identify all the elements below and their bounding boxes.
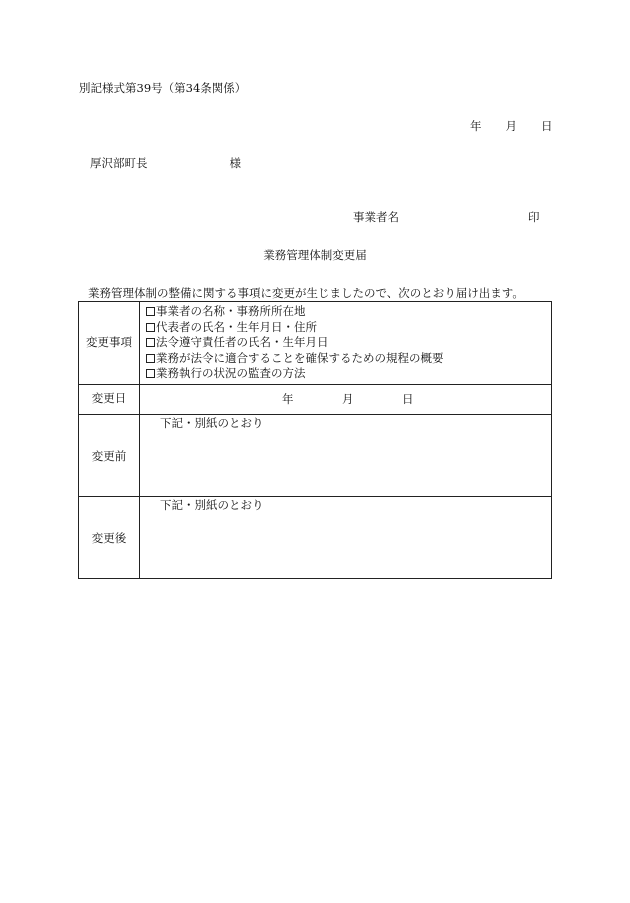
change-item: 業務が法令に適合することを確保するための規程の概要 xyxy=(146,351,545,367)
change-table xyxy=(78,301,552,579)
submission-date xyxy=(470,119,553,133)
date-day: 日 xyxy=(541,119,553,133)
seal-mark: 印 xyxy=(528,210,540,224)
after-label-cell xyxy=(79,496,140,578)
checkbox[interactable] xyxy=(146,307,155,316)
change-item: 法令遵守責任者の氏名・生年月日 xyxy=(146,335,545,351)
checkbox[interactable] xyxy=(146,354,155,363)
change-item: 事業者の名称・事務所所在地 xyxy=(146,304,545,320)
before-note: 下記・別紙のとおり xyxy=(160,415,264,430)
change-items-cell xyxy=(140,302,552,385)
change-date-label: 変更日 xyxy=(79,384,140,414)
change-item: 業務執行の状況の監査の方法 xyxy=(146,366,545,382)
date-month: 月 xyxy=(505,119,517,133)
date-year: 年 xyxy=(470,119,482,133)
change-items-label: 変更事項 xyxy=(79,302,140,385)
checkbox[interactable] xyxy=(146,369,155,378)
change-item: 代表者の氏名・生年月日・住所 xyxy=(146,320,545,336)
after-label: 変更後 xyxy=(91,530,127,545)
operator-name-line xyxy=(353,210,540,224)
change-date-month: 月 xyxy=(342,391,354,406)
addressee-suffix: 様 xyxy=(229,156,241,170)
table-row-change-date xyxy=(79,384,552,414)
after-content-cell[interactable] xyxy=(140,496,552,578)
checkbox[interactable] xyxy=(146,338,155,347)
table-row-before xyxy=(79,414,552,496)
addressee-name: 厚沢部町長 xyxy=(90,156,148,170)
table-row-after xyxy=(79,496,552,578)
form-reference: 別記様式第39号（第34条関係） xyxy=(79,81,247,95)
before-label-cell xyxy=(79,414,140,496)
document-title: 業務管理体制変更届 xyxy=(263,248,367,262)
before-content-cell[interactable] xyxy=(140,414,552,496)
addressee xyxy=(90,156,241,170)
table-row-change-items xyxy=(79,302,552,385)
before-label: 変更前 xyxy=(91,448,127,463)
after-note: 下記・別紙のとおり xyxy=(160,497,264,512)
checkbox[interactable] xyxy=(146,323,155,332)
operator-label: 事業者名 xyxy=(353,210,399,224)
change-date-day: 日 xyxy=(402,391,414,406)
change-date-year: 年 xyxy=(282,391,294,406)
change-date-cell[interactable] xyxy=(140,384,552,414)
intro-text: 業務管理体制の整備に関する事項に変更が生じましたので、次のとおり届け出ます。 xyxy=(88,286,524,300)
